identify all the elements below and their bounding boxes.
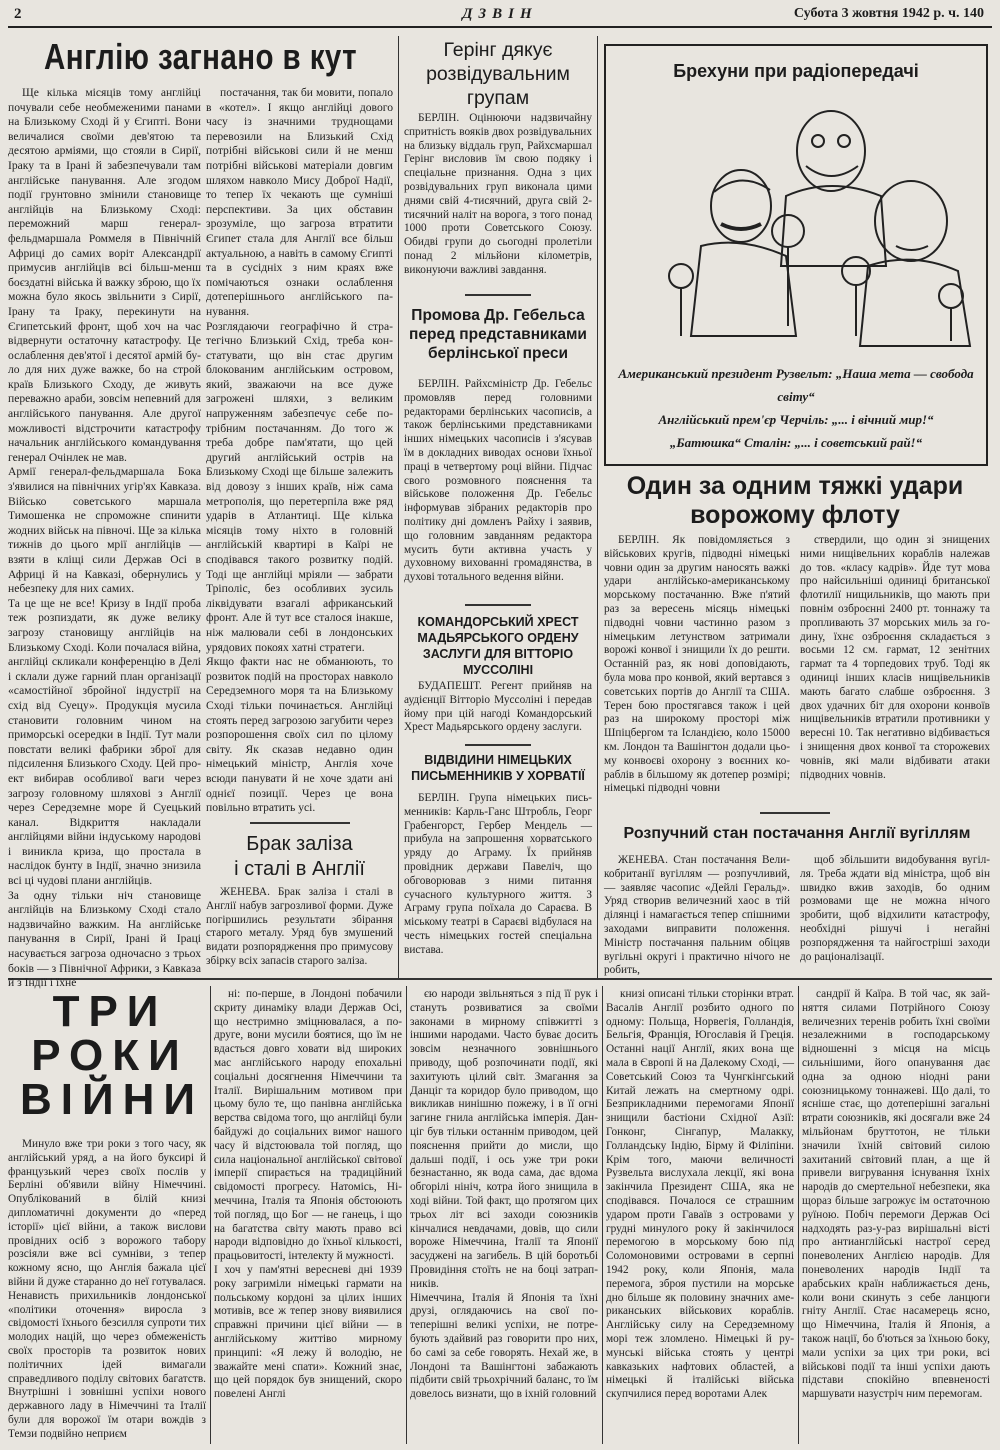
separator bbox=[465, 744, 531, 746]
cartoon-eye bbox=[838, 135, 850, 147]
cartoon-mouth bbox=[896, 246, 928, 250]
article-war-col3: єю народи звільняться з під її рук і стануть розвиватися за своїми законами в мирному співжитті з іншими народами. Часто буває досить зовсім незначного зовнішнього приводу, щоб розпочинати події, які захитують цілий світ. Змагання за Данціг та коридор було приводом, що викликав нинішню пожежу, і в її огні загине гнила англійська імперія. Данціг був тільки останнім приводом, цей пояснення прийти до мисли, що дальші події, і ось уже три роки безнастанно, як вода сама, дає вдома обгорілі нініч, котра його знищила в ході війни. Той факт, що протягом цих трьох літ всі заходи союзників кінчалися невдачами, довів, що сили вороже Німеччина, Італії та Японії засуджені на загибель. В цій боротьбі Провидіння стоїть не на боці затрапників. Німеччина, Італія й Японія та їхні друзі, оглядаючись на свої потеперішні великі успіхи, не потребують здайвий раз говорити про них, бо самі за себе говорять. Нехай же, в Лондоні та Вашінгтоні забажають підбити свій трьохрічний баланс, то їм довелось визнати, що в іхній головний bbox=[410, 988, 598, 1401]
cartoon-caption-churchill: Англійський прем'єр Черчіль: „... і вічний мир!“ bbox=[658, 412, 934, 427]
cartoon-illustration bbox=[606, 96, 986, 346]
issue-date: Субота 3 жовтня 1942 р. ч. 140 bbox=[793, 6, 984, 21]
separator bbox=[760, 812, 830, 814]
article-war-title-line1: ТРИ bbox=[52, 987, 168, 1036]
article-gering-body: БЕРЛІН. Оцінюючи надзвичайну спритність вояків двох розвідувальних на близьку віддаль груп, Райхсмаршал Герінг висловив їм свою подяку і спеціальне признання. Одна з цих розвідувальних груп виконала цими днями свій 4-тисячний, друга свій 2-тисячний наліт на ворога, з того понад 1000 проти Советського Союзу. Обидві групи до сьогодні пролетіли понад 2 мільйони кілометрів, виконуючи важливі завдання. bbox=[404, 112, 592, 276]
cartoon-smile bbox=[806, 166, 858, 176]
article-goebbels-body: БЕРЛІН. Райхсміністр Др. Гебельс промовляв перед головними редакторами берлінських часописів, а також берлінськими представниками інших німецьких часописів і з'ясував їм в докладних виводах основи їхньої праці в четвертому році війни. Підчас свого розмовного пояснення та військове положення Др. Гебельс інформував зібраних редакторів про політику дні домленъ Райху і заявив, що головним завданням редактора мусить бути активна участь у духовному вихованні громадянства, в духові тотального ведення війни. bbox=[404, 378, 592, 584]
cartoon-caption-stalin: „Батюшка“ Сталін: „... і советський рай!“ bbox=[669, 435, 923, 450]
article-anglia-title-wrap bbox=[44, 36, 404, 80]
article-war-col5: сандрії й Каїра. В той час, як зайняття силами Потрійного Союзу величезних теренів робить їхні своїми незалежними в господарському відношенні з місця на місць сильнішими, його опанування дає одна за одною ніодні рани союзницькому тоннажеві. Що далі, то ясніше стає, що дотеперішні загальні втрати союзників, які досягали вже 24 мільйонам бруттотон, не тільки значили їхній світовий силою захитаний світовий план, а ще й привели вигрування існування їхніх народів до смертельної небезпеки, яка щораз більше загрожує ім остаточною руїною. Побіч перемоги Держав Осі надходять раз-у-раз вирішальні вісті про антианглійські настрої серед поневолених Англією народів. Для поневолених народів Індії та арабських країн наближається день, коли вони скинуть з себе ланцюги гніту Англії. Стає насамерець ясно, що Німеччина, Італія й Японія, а також нації, бо б'ються за їхньою боку, мали успіхи за цих три роки, всі військові події та інші успіхи дають підстави спокійно впевненості маршувати назустріч ним перемогам. bbox=[802, 988, 990, 1401]
article-goebbels-title: Промова Др. Гебельса перед представниками берлінської преси bbox=[409, 307, 587, 362]
article-war-title-line3: ВІЙНИ bbox=[20, 1075, 205, 1124]
page-header bbox=[8, 6, 992, 28]
article-coal-title: Розпучний стан постачання Англії вугіллям bbox=[623, 825, 971, 842]
cartoon-eye bbox=[812, 135, 824, 147]
article-anglia-col2: постачання, так би мовити, попало в «котел». І якщо англійці дового часу із значними труднощами перевозили на Близький Схід потрібні військові сили й не менш потрібні військові матеріали довгим шляхом навколо Мису Доброї Надії, то тепер їх чекають ще сумніші перспективи. За цих обставин зрозуміле, що загроза втратити Єгипет стала для Англії все більш актуальною, а навіть в самому Єгипті та в сусідніх з ним краях вже помічаються ознаки ослаблення дотеперішнього англійського панування. Розглядаючи географічно й стратегічно Близький Схід, треба констатувати, що він стає другим блокованим англійським островом, який, зважаючи на все дуже загрожені шляхи, з великим напруженням забезпечує себе потрібним постачанням. До того ж треба добре пам'ятати, що цей другий англійський острів на Близькому Сході ще більше залежить від довозу з інших країв, ніж сама метрополія, що перетерпіла вже ряд ударів в Атлантиці. Ще кілька місяців тому ніхто в головній англійській квартирі в Каїрі не сподівався такого розвитку подій. Тоді ще англійці мріяли — забрати Тріполіс, без особливих зусиль ліквідувати взагалі африканський фронт. Але й тут все сталося інакше, ніж малювали себі в лондонських урядових покоях хатні стратеги. Якщо факти нас не обманюють, то розвиток подій на просторах навколо Середземного моря та на Близькому Сході тільки починається. Англійці стоять перед загрозою загубити через розпорошення своїх сил по цілому світу. Як сказав недавно один німецький міністр, Англія хоче всюди панувати й не хоче здати ані однієї позиції. Через це вона повільно втратить усі. bbox=[206, 86, 393, 815]
microphone-icon bbox=[939, 284, 963, 308]
page-number: 2 bbox=[14, 6, 22, 22]
column-divider bbox=[597, 36, 598, 978]
separator bbox=[465, 604, 531, 606]
article-brak-body: ЖЕНЕВА. Брак заліза і сталі в Англії набув загрозливої форми. Дуже погіршились результати збірання старого металу. Уряд був змушений видати розпорядження про примусову збірку всіх запасів старого заліза. bbox=[206, 886, 393, 967]
cartoon-figure-center bbox=[797, 111, 865, 191]
article-udary-col1: БЕРЛІН. Як повідомляється з військових кругів, підводні німецькі човни один за другим наносять важкі удари англійсько-американському морському постачанню. Вже п'ятий раз за вересень місяць німецькі підводні човни частинно разом з німецьким летунством затримали ворожі конвої і знищили їх до решти. Останній раз, як нові доповідають, була мова про конвой, який вертався з советських портів до Англії та США. Терен бою простягався також і цей раз на широкому просторі між Шпіцбергом та Ісландією, коло 15000 км. Лондон та Вашінгтон додали цьому конвоєві охорону з воєнних кораблів в більшому як дотепер розмірі; німецькі підводні човни bbox=[604, 534, 790, 795]
article-brak-title bbox=[206, 832, 393, 882]
article-udary-title: Один за одним тяжкі удари ворожому флоту bbox=[626, 472, 964, 529]
microphone-icon bbox=[772, 215, 804, 247]
article-anglia-col1: Ще кілька місяців тому англійці почували себе необмеженими панами на Близькому Сході й у Єгипті. Вони величалися своїми дев'ятою та десятою арміями, що стояли в Сирії, Іраку та в Ірані й забезпечували там англійське панування. Але згодом події грунтовно змінили становище англійців на Близькому Сході: переможний марш генерал-фельдмаршала Роммеля в Північній Африці до самих воріт Александрії примусив англійців всі більш-менш боєздатні війська й важку зброю, що їх можна було якось звільнити з Сирії, Ірану та Іраку, перекинути на Єгипетський фронт, щоб хоч на час відвернути остаточну катастрофу. Це ослаблення дев'ятої і десятої армій було для них дуже важке, бо на строй країв Близького Сходу, де живуть переважно араби, зовсім непевний для англійського панування. Але другої можливості відстрочити катастрофу начальник англійського командування генерал Очінлек не мав. Армії генерал-фельдмаршала Бока з'явилися на північних угір'ях Кавказа. Військо советського маршала Тимошенка не спроможне спинити жодних військ на півночі. Ще за кілька тижнів до цього мрії англійців — взяти в кліщі сили Держав Осі в Африці й на Кавказі, обернулись у небезпеку для них самих. Та це ще не все! Кризу в Індії проба теж розпиздати, як дуже велику загрозу становищу англійців на Близькому Сході. Коли почалася війна, англійці скликали конференцію в Делі і склали дуже гарний план організації «самостійної збройної індустрії на схід від Суецу». Продукція мусила становити головним чином на приморські осередки в Індії. Тут мали повстати великі фабрики зброї для підсилення Близького Сходу. Цей проект вибирав особливої ваги через загрозу головному шляхові з Англії через Середземне море й Суецький канал. Відкриття накладали англійцями війни індуському народові і виникла криза, що простала в наслідок бунту в Індії, значно знизила всі ці чудові плани англійців. За одну тільки ніч становище англійців на Близькому Сході стало надзвичайно важким. На англійське панування в Сирії, Ірані й Іраці насувається загроза одночасно з трьох боків — з Північної Африки, з Кавказа й з Індії і їхне bbox=[8, 86, 201, 990]
cartoon-box bbox=[604, 44, 988, 466]
article-gering-title: Герінг дякує розвідувальним групам bbox=[426, 39, 570, 109]
cartoon-body-left bbox=[691, 243, 796, 336]
article-anglia-title: Англію загнано в кут bbox=[44, 36, 357, 77]
column-divider bbox=[406, 986, 407, 1444]
article-croatia-body: БЕРЛІН. Група німецьких письменників: Карль-Ганс Штробль, Георг Грабенгорст, Гербер Мендель — прибула на запрошення хорватського уряду до Аграму. Їх прийняв провідник держави Павеліч, що обговорював з ними питання сучасного культурного життя. З Аграму група поїхала до Сараєва. В міському театрі в Сараєві відбулася на честь німецьких гостей спеціальна вистава. bbox=[404, 792, 592, 956]
separator bbox=[250, 822, 350, 824]
column-divider bbox=[602, 986, 603, 1444]
article-coal-col2: щоб збільшити видобування вугілля. Треба ждати від міністра, щоб він швидко вжив заходів, бо одним розмовами ще не можна нічого зробити, щоб відхилити катастрофу, необхідні рішучі і негайні розпорядження та найгостріші заходи до раціоналізації. bbox=[800, 854, 990, 963]
article-hungary-body: БУДАПЕШТ. Регент прийняв на аудієнції Вітторіо Муссоліні і передав йому при цій нагоді Командорський Хрест Мадьярського ордену заслуги. bbox=[404, 680, 592, 734]
article-coal-col1: ЖЕНЕВА. Стан постачання Великобританії вугіллям — розпучливий, — заявляє часопис «Дейлі Геральд». Уряд створив величезний хаос в тій ділянці і намагається тепер спішними заходами виправити положення. Міністр постачання пальним обіцяв вугільні округі і практично нічого не робить, bbox=[604, 854, 790, 977]
column-divider bbox=[210, 986, 211, 1444]
section-divider bbox=[8, 978, 992, 980]
article-croatia-title: ВІДВІДИНИ НІМЕЦЬКИХ ПИСЬМЕННИКІВ У ХОРВАТІЇ bbox=[411, 753, 585, 783]
article-war-col2: ні: по-перше, в Лондоні побачили скриту динаміку влади Держав Осі, що нестримно зміцнювалася, а по-друге, вони мусили боятися, що їм не вдасться довго ховати від широких мас англійського народу епохальні соціальні досягнення Німеччини та Італії. Вирішальним мотивом при цьому було те, що панівна англійська верства свідома того, що англійці були байдужі до соціальних вимог нашого часу й відстоювала той погляд, що сила національної англійської світової імперії спирається на традиційний свідомості прогресу. Натомісь, Німеччина, Італія та Японія обстоюють той погляд, що Бог — не ганець, і що на багатства світу мають право всі народи відповідно до їхньої кількості, працьовитості, інтелекту й мужності. І хоч у пам'ятні вересневі дні 1939 року загриміли німецькі гармати на польському кордоні за цілих інших мотивів, все ж тепер знову виявилися справжні причини цієї війни — в англійському життіво мирному принципі: «Я лежу й володію, не зважайте мені спати». Кожний знає, що цей порядок був знищений, скоро повелені Англі bbox=[214, 988, 402, 1401]
article-udary-col2: ствердили, що один зі знищених ними нищівельних кораблів належав до тов. «класу кадрів». Йде тут мова про найсильніші одиниці британської флотилії нищильників, що мають при повнім озброєнні 2400 рт. тоннажу та пропливають 37 морських миль за годину, їхнє озброєння складається з восьми 12 см. гармат, 12 зенітних гармат та 4 торпедових труб. Тоді як одиниці інших класів нищівельників мають багато слабше озброєння. З двох удачних біт для охорони конвоїв нищівельників втратили противники у вересні 10. Так негативно відбивається і знищення двох конвої та сторожевих човнів, які мали відбивати атаки підводних човнів. bbox=[800, 534, 990, 781]
article-hungary-title: КОМАНДОРСЬКИЙ ХРЕСТ МАДЬЯРСЬКОГО ОРДЕНУ ЗАСЛУГИ ДЛЯ ВІТТОРІО МУССОЛІНІ bbox=[417, 615, 579, 677]
cartoon-hair bbox=[714, 180, 770, 192]
microphone-icon bbox=[842, 257, 870, 285]
cartoon-title: Брехуни при радіопередачі bbox=[673, 61, 919, 81]
separator bbox=[465, 294, 531, 296]
cartoon-moustache bbox=[721, 224, 761, 229]
cartoon-body-right bbox=[860, 260, 970, 346]
column-divider bbox=[398, 36, 399, 978]
article-brak-title-line1: Брак заліза bbox=[246, 833, 353, 855]
cartoon-body-center bbox=[781, 186, 886, 266]
article-war-title bbox=[20, 987, 205, 1124]
column-divider bbox=[798, 986, 799, 1444]
cartoon-caption-roosevelt: Американський президент Рузвельт: „Наша мета — свобода світу“ bbox=[618, 366, 974, 404]
article-brak-title-line2: і сталі в Англії bbox=[234, 858, 365, 880]
cartoon-caption bbox=[612, 362, 980, 454]
article-war-col4: книзі описані тільки сторінки втрат. Васалів Англії розбито одного по одному: Польща, Норвегія, Голландія, Бельгія, Франція, Югославія й Греція. Останні нації Англії, яких вона ще мала в Європі й на Далекому Сході, — Советський Союз та Чунгкінгський Китай лежать на смертному одрі. Безприкладними перемогами Японії знищили бастіони Східної Азії: Гонконг, Сінгапур, Малакку, Голландську Індію, Бірму й Філіпіни. Крім того, маючи величності Рузвельта вислухала лекції, які вона закінчила Президент США, яка не сподівався. Почалося се страшним ударом проти Гаваїв з островами у грудні минулого року й закінчилося перемогою в морському бою під Соломоновими островами в серпні 1942 року, коли Японія, мала перемога, зброя пустили на морське дно більше як половину значних американських військових кораблів. Англійську силу на Середземному морі теж зломлено. Німецькі й румунські війська стоять у центрі кавказьких нафтових областей, а німецькі й італійські війська скупчилися перед воротами Алек bbox=[606, 988, 794, 1401]
article-war-title-line2: РОКИ bbox=[31, 1031, 189, 1080]
newspaper-title: ДЗВІН bbox=[462, 6, 538, 22]
microphone-icon bbox=[669, 264, 693, 288]
article-war-col1: Минуло вже три роки з того часу, як англійський уряд, а на його буксирі й французький через своїх послів у Берліні об'явили війну Німеччині. Опублікований в білій книзі дипломатичні документи до «перед історії» цієї війни, а також вислови провідних осіб з ворожого табору розсіяли вже всі сумніви, з тепер кожному ясно, що Англія бажала цієї війни й дуже старанно до неї готувалася. Ненависть прихильників лондонської «політики оточення» виросла з свідомості їхнього безсилля супроти тих молодих націй, що через обмеженість своїх просторів та розвиток нових політичних ідей вимагали справедливого поділу світових багатств. Внутрішні і зовнішні успіхи нового державного ладу в Німеччині та Італії були для ворожої їм отари вождів з Темзи подвійно неприєм bbox=[8, 1138, 206, 1440]
